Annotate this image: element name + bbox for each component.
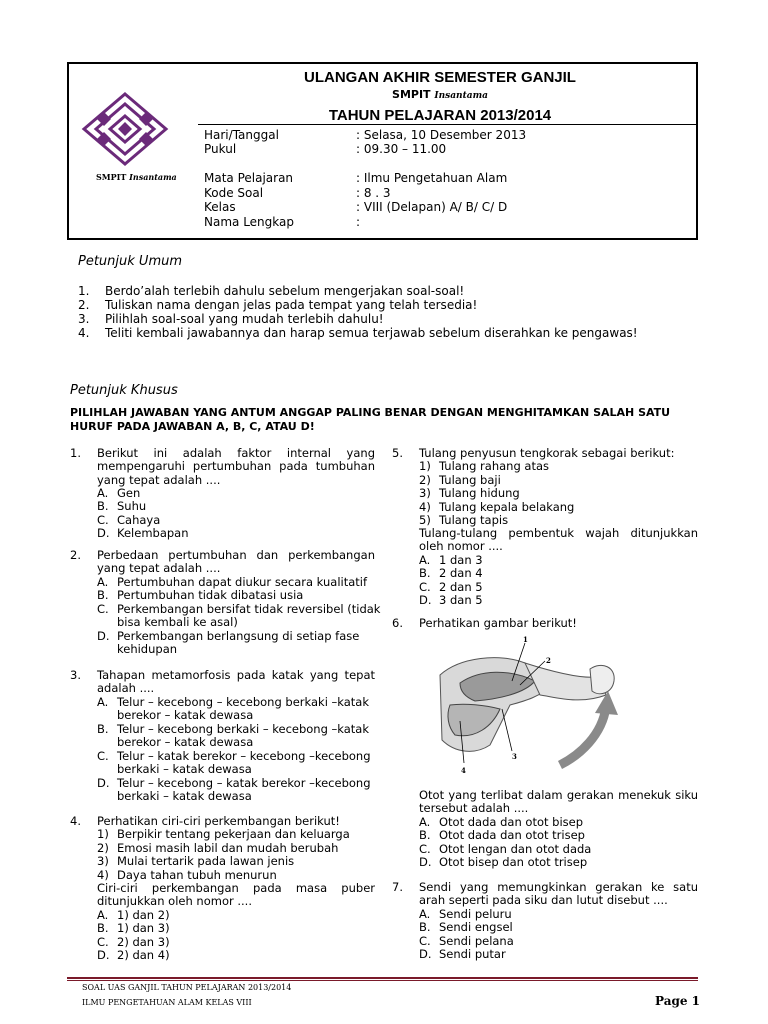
- option-c[interactable]: C. Sendi pelana: [419, 934, 514, 948]
- option-c[interactable]: C. Otot lengan dan otot dada: [419, 842, 592, 856]
- footer-exam-name: SOAL UAS GANJIL TAHUN PELAJARAN 2013/2014: [82, 983, 292, 992]
- option-a[interactable]: A. 1) dan 2): [97, 908, 170, 922]
- question-number: 6.: [392, 616, 403, 630]
- list-item: 5) Tulang tapis: [419, 513, 509, 527]
- figure-label-4: 4: [461, 766, 466, 775]
- option-d[interactable]: D. Kelembapan: [97, 526, 189, 540]
- school-name: SMPIT Insantama: [392, 88, 488, 101]
- list-item: 2) Emosi masih labil dan mudah berubah: [97, 841, 339, 855]
- footer-rule-thin: [67, 980, 698, 981]
- option-b[interactable]: B. Pertumbuhan tidak dibatasi usia: [97, 588, 304, 602]
- option-a[interactable]: A. Gen: [97, 486, 141, 500]
- option-d[interactable]: D. 2) dan 4): [97, 948, 170, 962]
- question-text: Perhatikan ciri-ciri perkembangan berikut!: [97, 814, 340, 828]
- option-b[interactable]: B. Otot dada dan otot trisep: [419, 828, 585, 842]
- option-d-continued: kehidupan: [117, 642, 178, 656]
- question-prompt: Otot yang terlibat dalam gerakan menekuk siku tersebut adalah ....: [419, 788, 698, 816]
- list-item: 1) Berpikir tentang pekerjaan dan keluarga: [97, 827, 350, 841]
- question-number: 7.: [392, 880, 403, 894]
- list-item: 3) Tulang hidung: [419, 486, 520, 500]
- option-a[interactable]: A. Otot dada dan otot bisep: [419, 815, 584, 829]
- exam-title: ULANGAN AKHIR SEMESTER GANJIL: [304, 69, 576, 86]
- option-a[interactable]: A. Pertumbuhan dapat diukur secara kualitatif: [97, 575, 368, 589]
- question-text: Tahapan metamorfosis pada katak yang tepat adalah ....: [97, 668, 375, 696]
- special-instructions-text: PILIHLAH JAWABAN YANG ANTUM ANGGAP PALING BENAR DENGAN MENGHITAMKAN SALAH SATU HURUF PADA JAWABAN A, B, C, ATAU D!: [70, 406, 671, 433]
- general-instructions-title: Petunjuk Umum: [78, 254, 183, 269]
- option-a[interactable]: A. 1 dan 3: [419, 553, 483, 567]
- option-d[interactable]: D. Perkembangan berlangsung di setiap fase: [97, 629, 360, 643]
- list-item: 3) Mulai tertarik pada lawan jenis: [97, 854, 295, 868]
- option-a-continued: berekor – katak dewasa: [117, 708, 254, 722]
- school-logo: [80, 92, 170, 166]
- option-d[interactable]: D. Telur – kecebong – katak berekor –kecebong: [97, 776, 371, 790]
- footer-rule: [67, 977, 698, 979]
- option-c[interactable]: C. 2) dan 3): [97, 935, 170, 949]
- list-item: 1) Tulang rahang atas: [419, 459, 550, 473]
- page-number: Page 1: [655, 994, 701, 1008]
- option-c[interactable]: C. Cahaya: [97, 513, 161, 527]
- academic-year: TAHUN PELAJARAN 2013/2014: [328, 107, 552, 124]
- arm-muscle-figure: [430, 635, 618, 777]
- question-number: 1.: [70, 446, 81, 460]
- list-item: 2) Tulang baji: [419, 473, 501, 487]
- option-d-continued: berkaki – katak dewasa: [117, 789, 252, 803]
- option-b[interactable]: B. 2 dan 4: [419, 566, 483, 580]
- figure-label-3: 3: [512, 752, 517, 761]
- option-b[interactable]: B. 1) dan 3): [97, 921, 170, 935]
- question-number: 3.: [70, 668, 81, 682]
- option-b-continued: berekor – katak dewasa: [117, 735, 254, 749]
- question-prompt: Tulang-tulang pembentuk wajah ditunjukkan oleh nomor ....: [419, 526, 698, 554]
- option-d[interactable]: D. 3 dan 5: [419, 593, 483, 607]
- figure-label-1: 1: [523, 635, 528, 644]
- option-a[interactable]: A. Sendi peluru: [419, 907, 512, 921]
- question-text: Perbedaan pertumbuhan dan perkembangan yang tepat adalah ....: [97, 548, 375, 576]
- option-c-continued: bisa kembali ke asal): [117, 615, 238, 629]
- logo-caption: SMPIT Insantama: [96, 172, 177, 182]
- option-d[interactable]: D. Otot bisep dan otot trisep: [419, 855, 588, 869]
- option-c[interactable]: C. Telur – katak berekor – kecebong –kecebong: [97, 749, 371, 763]
- question-text: Sendi yang memungkinkan gerakan ke satu arah seperti pada siku dan lutut disebut ....: [419, 880, 698, 908]
- option-c[interactable]: C. Perkembangan bersifat tidak reversibel (tidak: [97, 602, 381, 616]
- option-b[interactable]: B. Telur – kecebong berkaki – kecebong –katak: [97, 722, 370, 736]
- question-number: 4.: [70, 814, 81, 828]
- special-instructions-title: Petunjuk Khusus: [70, 383, 178, 398]
- info-divider: [198, 124, 698, 125]
- option-a[interactable]: A. Telur – kecebong – kecebong berkaki –katak: [97, 695, 370, 709]
- figure-label-2: 2: [546, 656, 551, 665]
- footer-subject: ILMU PENGETAHUAN ALAM KELAS VIII: [82, 998, 252, 1007]
- question-text: Perhatikan gambar berikut!: [419, 616, 577, 630]
- question-prompt: Ciri-ciri perkembangan pada masa puber ditunjukkan oleh nomor ....: [97, 881, 375, 909]
- list-item: 4) Daya tahan tubuh menurun: [97, 868, 277, 882]
- option-c-continued: berkaki – katak dewasa: [117, 762, 252, 776]
- option-c[interactable]: C. 2 dan 5: [419, 580, 483, 594]
- option-b[interactable]: B. Suhu: [97, 499, 147, 513]
- question-text: Tulang penyusun tengkorak sebagai berikut:: [419, 446, 675, 460]
- list-item: 4) Tulang kepala belakang: [419, 500, 575, 514]
- option-d[interactable]: D. Sendi putar: [419, 947, 506, 961]
- question-number: 2.: [70, 548, 81, 562]
- option-b[interactable]: B. Sendi engsel: [419, 920, 513, 934]
- question-number: 5.: [392, 446, 403, 460]
- question-text: Berikut ini adalah faktor internal yang mempengaruhi pertumbuhan pada tumbuhan yang tepat adalah ....: [97, 446, 375, 487]
